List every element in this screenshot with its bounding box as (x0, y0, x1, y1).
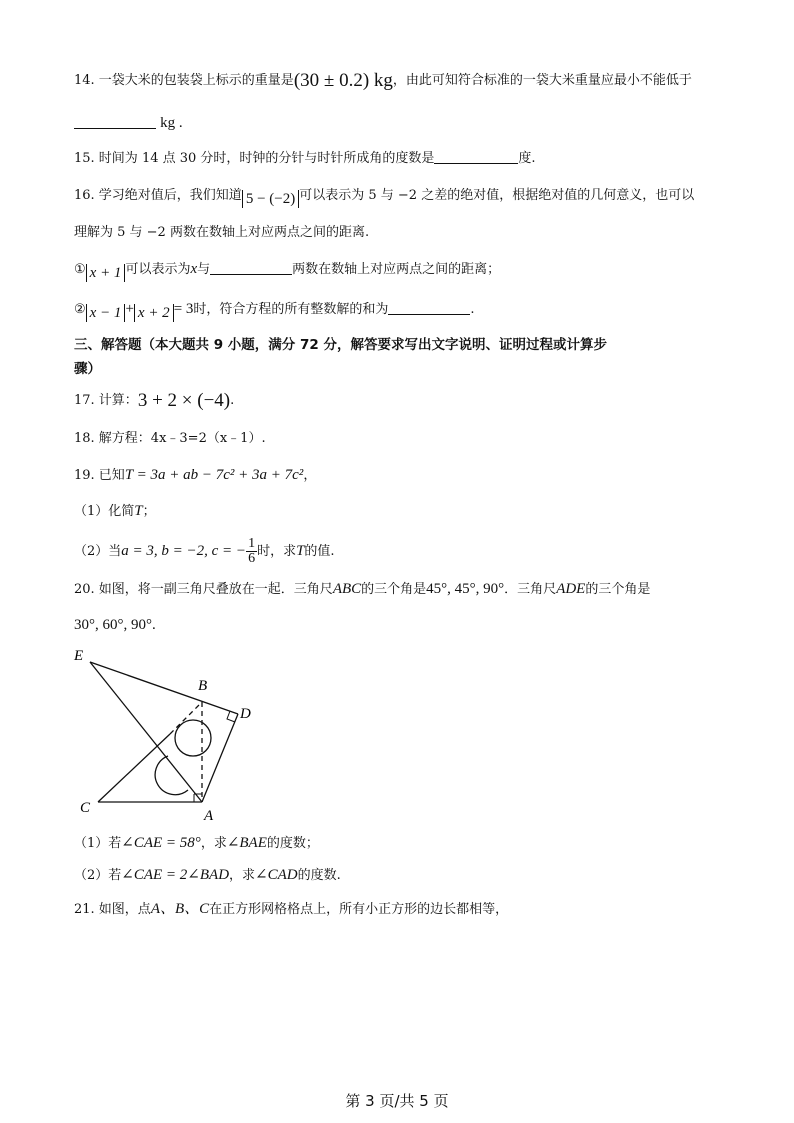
label-e: E (74, 648, 84, 664)
q20-part1-mark: （1）若 (74, 836, 122, 851)
q14-answer-blank (74, 114, 156, 129)
q19-text-before: 19. 已知 (74, 468, 125, 483)
q21-points: A、B、C (150, 901, 210, 917)
q20-part2-mark: （2）若 (74, 868, 122, 883)
q16-item2-abs1: x − 1 (86, 304, 126, 322)
q20-text-mid: 的三个角是 (361, 582, 427, 597)
q17-expr: 3 + 2 × (−4) (137, 390, 231, 411)
q17-end: . (230, 393, 235, 408)
q17-text-before: 17. 计算： (74, 393, 138, 408)
segment-ed (90, 662, 238, 714)
q16-item1-with: 与 (197, 262, 211, 277)
circle-cutout-lower (155, 756, 188, 795)
q19-part1-end: ； (142, 504, 156, 519)
q19-fraction-denominator: 6 (248, 551, 256, 566)
q20-line1 (74, 578, 734, 601)
label-c: C (80, 800, 91, 816)
q19-expr: T = 3a + ab − 7c² + 3a + 7c² (124, 467, 304, 483)
q20-triangle-ade: ADE (556, 581, 586, 597)
q20-text-before: 20. 如图，将一副三角尺叠放在一起．三角尺 (74, 582, 333, 597)
q15-text-before: 15. 时间为 14 点 30 分时，时钟的分针与时针所成角的度数是 (74, 151, 435, 166)
q19-part2-expr: a = 3, b = −2, c = − (121, 543, 247, 559)
q20-part1-ask: ∠BAE (226, 835, 267, 851)
section3-heading-line2: 骤） (74, 361, 101, 377)
q14-weight-expr: (30 ± 0.2) kg (293, 70, 393, 91)
q18-line: 18. 解方程：4x﹣3=2（x﹣1）. (74, 431, 266, 446)
q19-part2 (74, 534, 734, 569)
q20-line2-angles: 30°, 60°, 90°. (74, 617, 156, 633)
q16-item2-abs2: x + 2 (134, 304, 174, 322)
q19-part2-after: 时，求 (257, 544, 297, 559)
q20-part1-end: 的度数； (266, 836, 319, 851)
q16-item1-mid: 可以表示为 (125, 262, 191, 277)
q16-item1-abs: x + 1 (86, 264, 126, 282)
q20-part1-expr: ∠CAE = 58° (121, 835, 201, 851)
q19-part2-fraction (246, 537, 257, 566)
q16-item1-var: x (190, 261, 198, 277)
q16-item1-blank (210, 260, 292, 275)
q20-part2-mid: ，求 (229, 868, 256, 883)
q16-item2-plus: + (125, 301, 134, 317)
q14-text-before: 14. 一袋大米的包装袋上标示的重量是 (74, 73, 294, 88)
label-b: B (198, 678, 208, 694)
q20-part2-expr: ∠CAE = 2∠BAD (121, 867, 230, 883)
q16-abs-expr: 5 − (−2) (242, 190, 299, 208)
triangle-figure (70, 642, 270, 826)
q16-text-before: 16. 学习绝对值后，我们知道 (74, 188, 242, 203)
q20-angles-abc: 45°, 45°, 90° (426, 581, 505, 597)
q16-item2-mark: ② (74, 302, 86, 317)
q15-answer-blank (434, 149, 518, 164)
q19-end: ， (303, 468, 317, 483)
q19-line (74, 464, 734, 487)
triangle-figure-svg (70, 642, 270, 822)
q15-text-after: 度. (518, 151, 536, 166)
q19-fraction-numerator: 1 (248, 536, 256, 551)
q16-item1-mark: ① (74, 262, 86, 277)
section3-heading-line1: 三、解答题（本大题共 9 小题，满分 72 分，解答要求写出文字说明、证明过程或计算步 (74, 337, 607, 353)
q19-part2-var: T (296, 543, 305, 559)
q14-line2 (74, 112, 734, 135)
q16-item1 (74, 258, 734, 282)
q21-line (74, 898, 734, 921)
q19-part1-var: T (134, 503, 143, 519)
q20-part2-end: 的度数. (297, 868, 341, 883)
q19-part2-end: 的值. (304, 544, 335, 559)
label-d: D (240, 706, 251, 722)
q20-part2 (74, 864, 734, 887)
q20-text-mid2: ．三角尺 (504, 582, 557, 597)
segment-c-to-overlap (98, 734, 170, 802)
page-footer: 第 3 页/共 5 页 (345, 1092, 449, 1110)
q15-line (74, 148, 734, 170)
circle-cutout-upper (175, 720, 211, 756)
q19-part1-mark: （1）化简 (74, 504, 135, 519)
q20-text-after: 的三个角是 (585, 582, 651, 597)
segment-overlap-to-b-dashed (170, 702, 202, 734)
q19-part2-mark: （2）当 (74, 544, 122, 559)
label-a: A (204, 808, 214, 822)
q14-line1 (74, 70, 734, 92)
q20-part2-ask: ∠CAD (255, 867, 298, 883)
q16-line1 (74, 185, 734, 208)
q21-text-after: 在正方形网格格点上，所有小正方形的边长都相等， (209, 902, 509, 917)
q20-part1 (74, 832, 734, 855)
segment-ae (90, 662, 202, 802)
q16-item2-blank (388, 300, 470, 315)
q14-unit: kg . (160, 115, 183, 131)
q16-item1-after: 两数在数轴上对应两点之间的距离； (292, 262, 501, 277)
q16-item2-end: . (470, 302, 475, 317)
q19-part1 (74, 500, 734, 523)
q20-part1-mid: ，求 (200, 836, 227, 851)
q16-item2-after: 时，符合方程的所有整数解的和为 (193, 302, 389, 317)
q21-text-before: 21. 如图，点 (74, 902, 151, 917)
q16-item2-eq: = 3 (173, 301, 194, 317)
q16-line2: 理解为 5 与 −2 两数在数轴上对应两点之间的距离. (74, 225, 370, 240)
q16-item2 (74, 298, 734, 322)
q16-text-after: 可以表示为 5 与 −2 之差的绝对值，根据绝对值的几何意义，也可以 (299, 188, 695, 203)
q20-triangle-abc: ABC (332, 581, 362, 597)
q14-text-after: ，由此可知符合标准的一袋大米重量应最小不能低于 (392, 73, 692, 88)
q17-line (74, 390, 734, 412)
